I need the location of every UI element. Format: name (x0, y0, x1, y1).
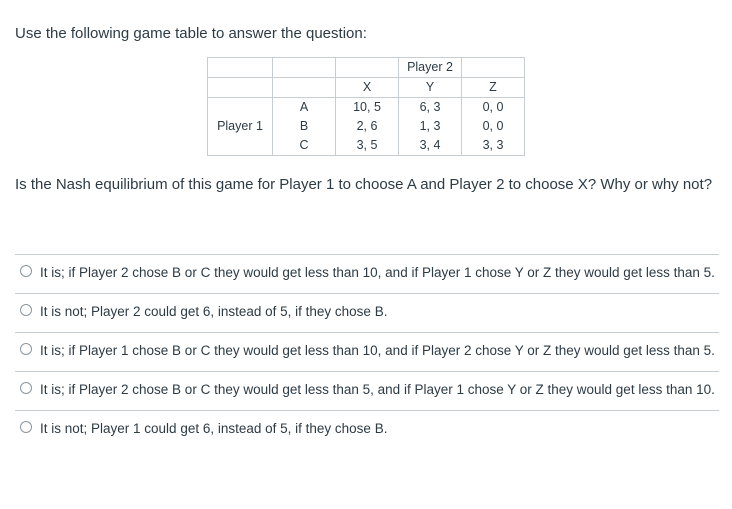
answer-list (15, 254, 719, 447)
payoff-cell: 2, 6 (356, 119, 378, 133)
payoff-cell: 1, 3 (419, 119, 441, 133)
column-x-payoffs (336, 98, 399, 156)
column-z-payoffs (462, 98, 525, 156)
table-column-row (208, 78, 525, 98)
row-c-label: C (299, 138, 309, 152)
player2-label: Player 2 (399, 58, 462, 78)
column-y-label: Y (399, 78, 462, 98)
answer-option-2[interactable] (15, 293, 719, 332)
column-y-payoffs (399, 98, 462, 156)
payoff-cell: 6, 3 (419, 100, 441, 114)
answer-label: It is; if Player 1 chose B or C they would get less than 10, and if Player 2 chose Y or Z they would get less than 5. (40, 343, 715, 358)
radio-button-icon[interactable] (20, 343, 32, 355)
question-text: Is the Nash equilibrium of this game for Player 1 to choose A and Player 2 to choose X? Why or why not? (15, 176, 713, 193)
radio-button-icon[interactable] (20, 382, 32, 394)
column-z-label: Z (462, 78, 525, 98)
row-b-label: B (299, 119, 309, 133)
payoff-cell: 0, 0 (482, 100, 504, 114)
answer-option-1[interactable] (15, 254, 719, 293)
column-x-label: X (336, 78, 399, 98)
intro-text: Use the following game table to answer the question: (15, 25, 367, 42)
radio-button-icon[interactable] (20, 304, 32, 316)
answer-option-3[interactable] (15, 332, 719, 371)
answer-label: It is; if Player 2 chose B or C they would get less than 5, and if Player 1 chose Y or Z they would get less than 10. (40, 382, 715, 397)
table-header-row (208, 58, 525, 78)
payoff-cell: 3, 3 (482, 138, 504, 152)
radio-button-icon[interactable] (20, 265, 32, 277)
payoff-cell: 3, 5 (356, 138, 378, 152)
player1-label: Player 1 (208, 98, 273, 156)
payoff-cell: 10, 5 (353, 100, 381, 114)
answer-option-5[interactable] (15, 410, 719, 447)
payoff-cell: 0, 0 (482, 119, 504, 133)
answer-label: It is; if Player 2 chose B or C they would get less than 10, and if Player 1 chose Y or Z they would get less than 5. (40, 265, 715, 280)
game-table (207, 57, 525, 156)
table-payoff-row (208, 98, 525, 156)
answer-label: It is not; Player 2 could get 6, instead of 5, if they chose B. (40, 304, 388, 319)
answer-option-4[interactable] (15, 371, 719, 410)
payoff-cell: 3, 4 (419, 138, 441, 152)
radio-button-icon[interactable] (20, 421, 32, 433)
row-a-label: A (299, 100, 309, 114)
answer-label: It is not; Player 1 could get 6, instead of 5, if they chose B. (40, 421, 388, 436)
row-labels (273, 98, 336, 156)
